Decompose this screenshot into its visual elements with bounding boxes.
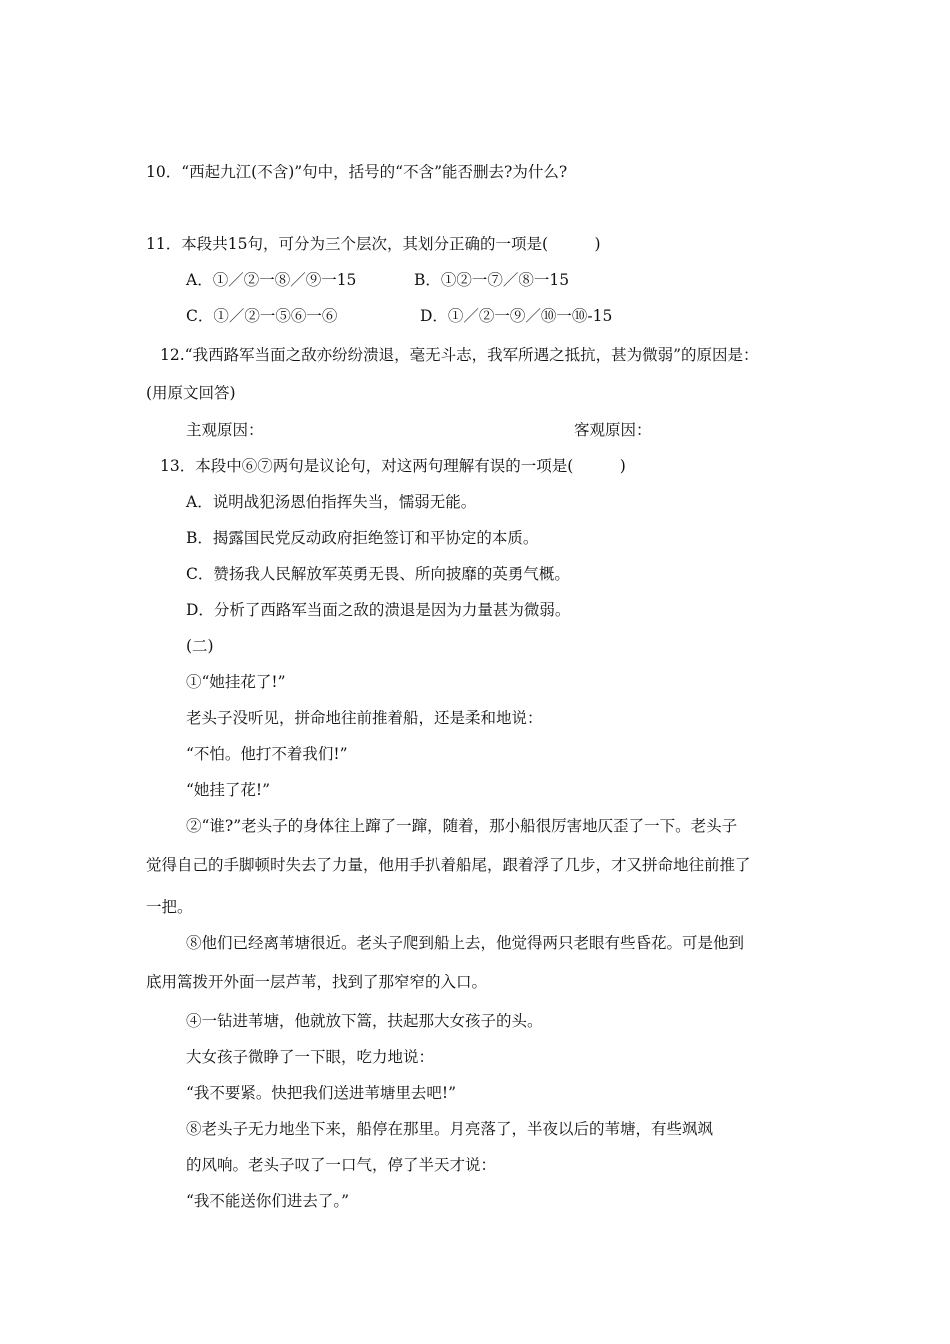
question-13-option-d: D．分析了西路军当面之敌的溃退是因为力量甚为微弱。 (186, 601, 571, 619)
passage-line: 一把。 (146, 898, 193, 916)
passage-line: 觉得自己的手脚顿时失去了力量，他用手扒着船尾，跟着浮了几步，才又拼命地往前推了 (146, 856, 751, 874)
question-13-option-a: A．说明战犯汤恩伯指挥失当，懦弱无能。 (186, 493, 477, 511)
passage-line: ①“她挂花了!” (186, 673, 286, 691)
section-2-heading: (二) (186, 637, 214, 655)
question-12-note: (用原文回答) (146, 384, 236, 402)
question-13-option-b: B．揭露国民党反动政府拒绝签订和平协定的本质。 (186, 529, 539, 547)
question-12-objective-label: 客观原因： (574, 421, 652, 439)
passage-line: “我不能送你们进去了。” (186, 1192, 350, 1210)
question-11-option-c: C．①／②一⑤⑥一⑥ (186, 307, 338, 325)
question-13-option-c: C．赞扬我人民解放军英勇无畏、所向披靡的英勇气概。 (186, 565, 570, 583)
passage-line: ②“谁?”老头子的身体往上蹿了一蹿，随着，那小船很厉害地仄歪了一下。老头子 (186, 817, 738, 835)
passage-line: ⑧他们已经离苇塘很近。老头子爬到船上去，他觉得两只老眼有些昏花。可是他到 (186, 934, 745, 952)
question-11-option-a: A．①／②一⑧／⑨一15 (186, 271, 357, 289)
question-13-stem: 13．本段中⑥⑦两句是议论句，对这两句理解有误的一项是( ) (160, 457, 626, 475)
passage-line: “我不要紧。快把我们送进苇塘里去吧!” (186, 1084, 457, 1102)
passage-line: ⑧老头子无力地坐下来，船停在那里。月亮落了，半夜以后的苇塘，有些飒飒 (186, 1120, 714, 1138)
question-11-option-d: D．①／②一⑨／⑩一⑩-15 (420, 307, 613, 325)
passage-line: 老头子没听见，拼命地往前推着船，还是柔和地说： (186, 709, 543, 727)
passage-line: “不怕。他打不着我们!” (186, 745, 348, 763)
question-10: 10．“西起九江(不含)”句中，括号的“不含”能否删去?为什么? (146, 163, 568, 181)
question-12-stem: 12.“我西路军当面之敌亦纷纷溃退，毫无斗志，我军所遇之抵抗，甚为微弱”的原因是： (160, 346, 759, 364)
passage-line: 底用篙拨开外面一层芦苇，找到了那窄窄的入口。 (146, 973, 488, 991)
passage-line: 的风响。老头子叹了一口气，停了半天才说： (186, 1156, 497, 1174)
passage-line: “她挂了花!” (186, 781, 271, 799)
question-11-stem: 11．本段共15句，可分为三个层次，其划分正确的一项是( ) (146, 235, 601, 253)
question-11-option-b: B．①②一⑦／⑧一15 (414, 271, 570, 289)
question-12-subjective-label: 主观原因： (186, 421, 264, 439)
passage-line: ④一钻进苇塘，他就放下篙，扶起那大女孩子的头。 (186, 1012, 543, 1030)
passage-line: 大女孩子微睁了一下眼，吃力地说： (186, 1048, 435, 1066)
